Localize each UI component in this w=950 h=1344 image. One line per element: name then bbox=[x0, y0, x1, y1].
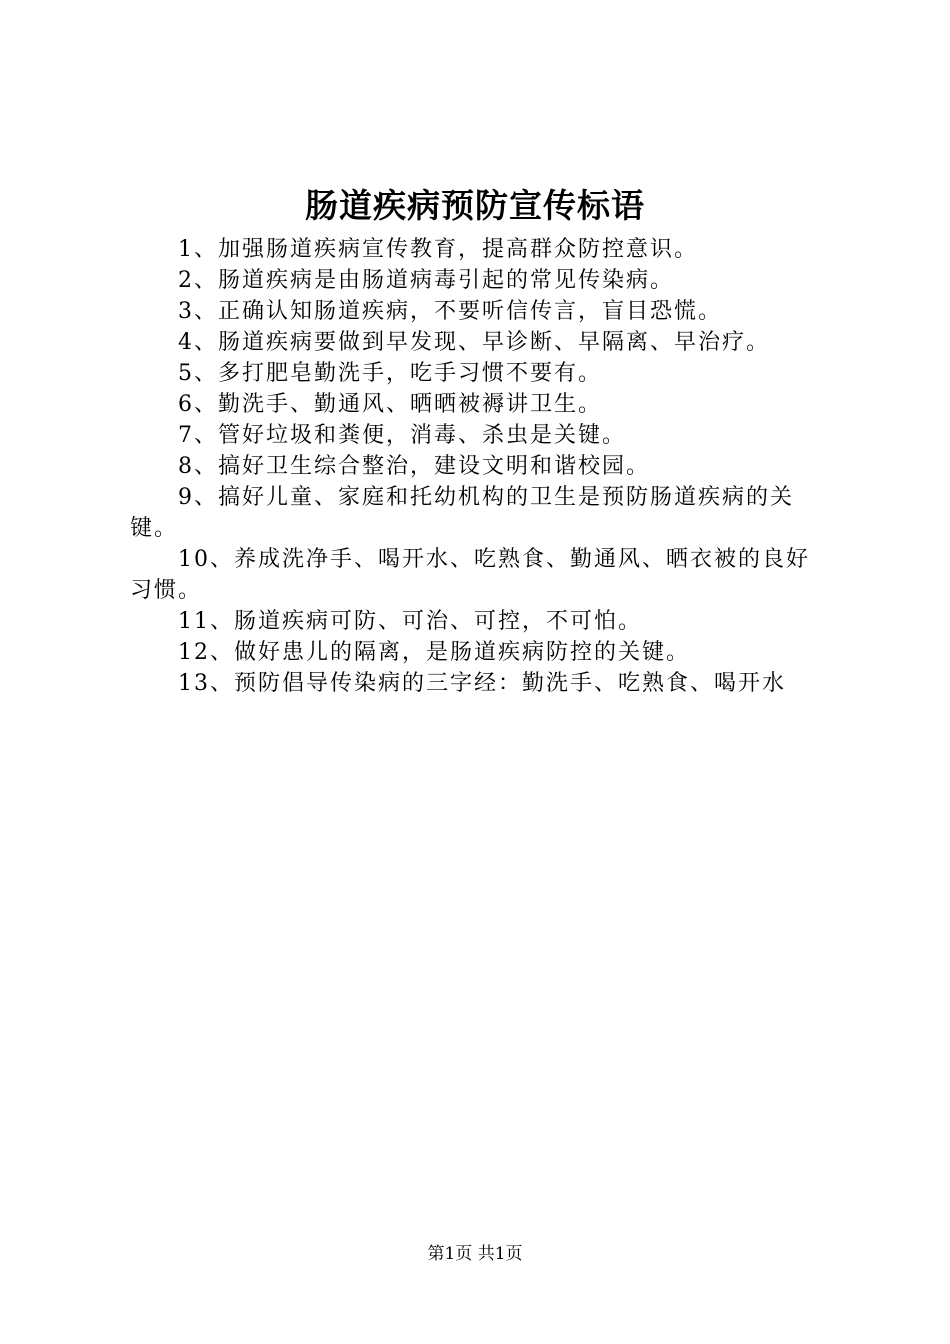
slogan-list bbox=[130, 234, 830, 699]
slogan-item: 4、肠道疾病要做到早发现、早诊断、早隔离、早治疗。 bbox=[178, 330, 770, 355]
page-title: 肠道疾病预防宣传标语 bbox=[305, 186, 645, 225]
slogan-item: 12、做好患儿的隔离，是肠道疾病防控的关键。 bbox=[178, 640, 690, 665]
slogan-item: 10、养成洗净手、喝开水、吃熟食、勤通风、晒衣被的良好习惯。 bbox=[130, 547, 810, 603]
slogan-item: 11、肠道疾病可防、可治、可控，不可怕。 bbox=[178, 609, 642, 634]
page-footer: 第1页 共1页 bbox=[427, 1244, 523, 1264]
slogan-item: 8、搞好卫生综合整治，建设文明和谐校园。 bbox=[178, 454, 650, 479]
slogan-item: 7、管好垃圾和粪便，消毒、杀虫是关键。 bbox=[178, 423, 626, 448]
slogan-item: 5、多打肥皂勤洗手，吃手习惯不要有。 bbox=[178, 361, 602, 386]
slogan-item: 13、预防倡导传染病的三字经：勤洗手、吃熟食、喝开水 bbox=[178, 671, 786, 696]
slogan-item: 2、肠道疾病是由肠道病毒引起的常见传染病。 bbox=[178, 268, 674, 293]
slogan-item: 3、正确认知肠道疾病，不要听信传言，盲目恐慌。 bbox=[178, 299, 722, 324]
slogan-item: 9、搞好儿童、家庭和托幼机构的卫生是预防肠道疾病的关键。 bbox=[130, 485, 794, 541]
slogan-item: 1、加强肠道疾病宣传教育，提高群众防控意识。 bbox=[178, 237, 698, 262]
slogan-item: 6、勤洗手、勤通风、晒晒被褥讲卫生。 bbox=[178, 392, 602, 417]
